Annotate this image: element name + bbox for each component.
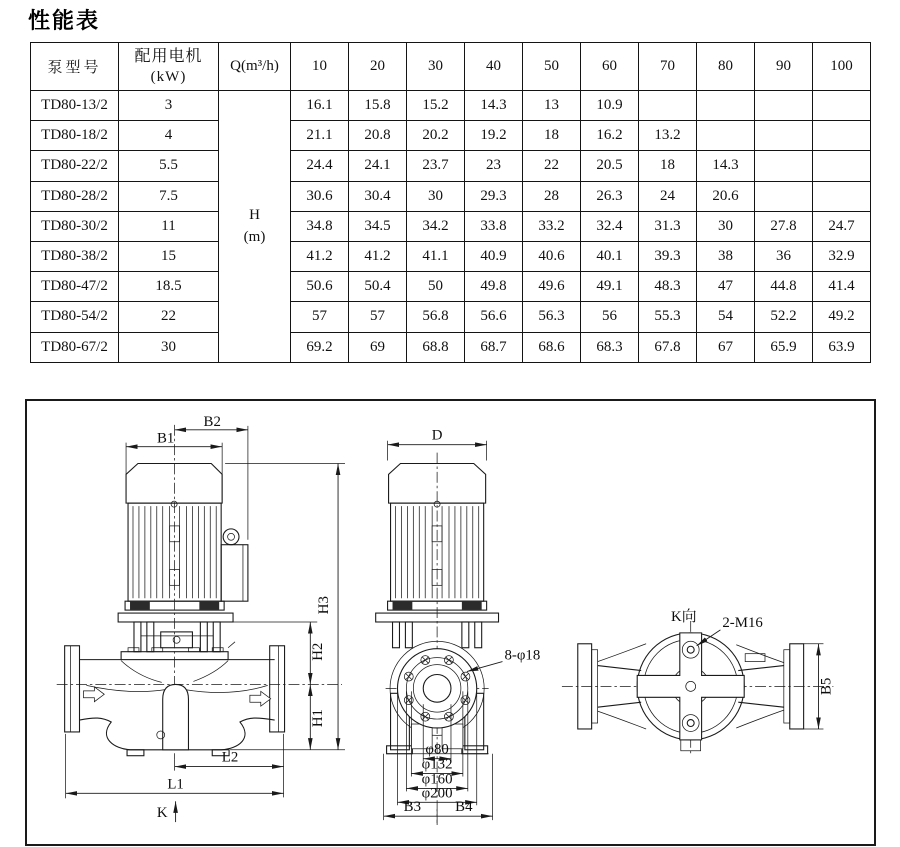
label-h1: H1: [310, 708, 327, 728]
model-cell: TD80-67/2: [31, 332, 119, 362]
label-d: D: [431, 427, 443, 444]
value-cell: 69.2: [291, 332, 349, 362]
model-cell: TD80-22/2: [31, 151, 119, 181]
value-cell: [813, 181, 871, 211]
value-cell: 34.8: [291, 211, 349, 241]
power-cell: 22: [119, 302, 219, 332]
table-row: [31, 302, 871, 332]
page-title: 性能表: [28, 9, 101, 34]
dimension-diagram: [25, 399, 876, 846]
value-cell: 41.4: [813, 272, 871, 302]
value-cell: 56.6: [465, 302, 523, 332]
power-cell: 3: [119, 91, 219, 121]
power-cell: 18.5: [119, 272, 219, 302]
label-k-view: K向: [670, 608, 697, 625]
table-row: [31, 211, 871, 241]
value-cell: 14.3: [465, 91, 523, 121]
model-cell: TD80-47/2: [31, 272, 119, 302]
value-cell: 55.3: [639, 302, 697, 332]
value-cell: 40.9: [465, 241, 523, 271]
value-cell: 41.2: [349, 241, 407, 271]
value-cell: 22: [523, 151, 581, 181]
col-header-q20: 20: [349, 43, 407, 91]
model-cell: TD80-18/2: [31, 121, 119, 151]
value-cell: [755, 91, 813, 121]
value-cell: 30: [697, 211, 755, 241]
value-cell: 56.3: [523, 302, 581, 332]
value-cell: 14.3: [697, 151, 755, 181]
label-b4: B4: [455, 799, 473, 816]
value-cell: 67: [697, 332, 755, 362]
label-bolt-flange: 8-φ18: [504, 647, 541, 664]
col-header-q40: 40: [465, 43, 523, 91]
value-cell: 30.6: [291, 181, 349, 211]
value-cell: 41.2: [291, 241, 349, 271]
col-header-q60: 60: [581, 43, 639, 91]
col-header-motor: [119, 43, 219, 91]
power-cell: 4: [119, 121, 219, 151]
value-cell: 18: [523, 121, 581, 151]
value-cell: 41.1: [407, 241, 465, 271]
value-cell: 16.2: [581, 121, 639, 151]
table-row: [31, 91, 871, 121]
label-b3: B3: [403, 799, 422, 816]
value-cell: 69: [349, 332, 407, 362]
flow-arrow: [83, 687, 104, 702]
value-cell: 16.1: [291, 91, 349, 121]
label-dia160: φ160: [421, 771, 453, 788]
value-cell: 23.7: [407, 151, 465, 181]
col-header-q30: 30: [407, 43, 465, 91]
value-cell: 52.2: [755, 302, 813, 332]
value-cell: 49.1: [581, 272, 639, 302]
value-cell: 13.2: [639, 121, 697, 151]
value-cell: 50.4: [349, 272, 407, 302]
col-header-q90: 90: [755, 43, 813, 91]
value-cell: [813, 91, 871, 121]
col-header-q50: 50: [523, 43, 581, 91]
value-cell: 33.2: [523, 211, 581, 241]
value-cell: 50.6: [291, 272, 349, 302]
power-cell: 5.5: [119, 151, 219, 181]
value-cell: 10.9: [581, 91, 639, 121]
label-dia80: φ80: [425, 741, 449, 758]
value-cell: 30: [407, 181, 465, 211]
value-cell: 23: [465, 151, 523, 181]
performance-table: [30, 42, 871, 363]
value-cell: 63.9: [813, 332, 871, 362]
table-row: [31, 332, 871, 362]
label-l2: L2: [221, 749, 239, 766]
value-cell: 65.9: [755, 332, 813, 362]
label-b2: B2: [203, 413, 221, 430]
value-cell: [813, 121, 871, 151]
value-cell: 68.8: [407, 332, 465, 362]
power-cell: 11: [119, 211, 219, 241]
value-cell: 20.8: [349, 121, 407, 151]
value-cell: 21.1: [291, 121, 349, 151]
value-cell: 20.2: [407, 121, 465, 151]
value-cell: 40.1: [581, 241, 639, 271]
value-cell: 68.7: [465, 332, 523, 362]
table-row: [31, 241, 871, 271]
value-cell: 33.8: [465, 211, 523, 241]
label-l1: L1: [167, 776, 184, 793]
value-cell: 13: [523, 91, 581, 121]
motor-header-line2: (kW): [150, 68, 187, 85]
value-cell: [755, 121, 813, 151]
value-cell: 49.6: [523, 272, 581, 302]
value-cell: 48.3: [639, 272, 697, 302]
label-h3: H3: [316, 596, 333, 615]
value-cell: 56: [581, 302, 639, 332]
label-bolt-top: 2-M16: [722, 614, 763, 631]
value-cell: 39.3: [639, 241, 697, 271]
value-cell: 34.5: [349, 211, 407, 241]
model-cell: TD80-13/2: [31, 91, 119, 121]
flow-arrow: [250, 691, 271, 706]
power-cell: 30: [119, 332, 219, 362]
head-unit-line1: H: [249, 207, 260, 224]
value-cell: 15.2: [407, 91, 465, 121]
value-cell: 24: [639, 181, 697, 211]
k-view: [562, 608, 834, 756]
motor-header-line1: 配用电机: [134, 47, 203, 65]
value-cell: 26.3: [581, 181, 639, 211]
value-cell: 24.7: [813, 211, 871, 241]
value-cell: 49.2: [813, 302, 871, 332]
value-cell: 44.8: [755, 272, 813, 302]
value-cell: [755, 151, 813, 181]
value-cell: 24.4: [291, 151, 349, 181]
label-h2: H2: [310, 642, 327, 661]
value-cell: 30.4: [349, 181, 407, 211]
value-cell: 54: [697, 302, 755, 332]
label-k: K: [156, 805, 168, 822]
value-cell: [813, 151, 871, 181]
model-cell: TD80-30/2: [31, 211, 119, 241]
label-dia200: φ200: [421, 785, 453, 802]
value-cell: 20.5: [581, 151, 639, 181]
model-cell: TD80-38/2: [31, 241, 119, 271]
head-unit-cell: [219, 91, 291, 363]
col-header-q80: 80: [697, 43, 755, 91]
value-cell: 32.4: [581, 211, 639, 241]
label-dia132: φ132: [421, 756, 453, 773]
value-cell: 40.6: [523, 241, 581, 271]
value-cell: [697, 91, 755, 121]
header-row: [31, 43, 871, 91]
power-cell: 15: [119, 241, 219, 271]
value-cell: 47: [697, 272, 755, 302]
value-cell: 27.8: [755, 211, 813, 241]
side-view: [57, 414, 345, 822]
value-cell: 24.1: [349, 151, 407, 181]
value-cell: 20.6: [697, 181, 755, 211]
value-cell: 68.6: [523, 332, 581, 362]
table-row: [31, 151, 871, 181]
value-cell: 67.8: [639, 332, 697, 362]
value-cell: [697, 121, 755, 151]
col-header-q100: 100: [813, 43, 871, 91]
table-row: [31, 181, 871, 211]
head-unit-line2: (m): [243, 229, 266, 246]
value-cell: 56.8: [407, 302, 465, 332]
value-cell: 15.8: [349, 91, 407, 121]
value-cell: 57: [349, 302, 407, 332]
col-header-q70: 70: [639, 43, 697, 91]
label-b5: B5: [818, 677, 835, 696]
value-cell: 34.2: [407, 211, 465, 241]
value-cell: 57: [291, 302, 349, 332]
value-cell: 29.3: [465, 181, 523, 211]
value-cell: 68.3: [581, 332, 639, 362]
table-row: [31, 121, 871, 151]
model-cell: TD80-54/2: [31, 302, 119, 332]
value-cell: 36: [755, 241, 813, 271]
model-cell: TD80-28/2: [31, 181, 119, 211]
value-cell: 49.8: [465, 272, 523, 302]
value-cell: 50: [407, 272, 465, 302]
label-b1: B1: [157, 430, 175, 447]
value-cell: 38: [697, 241, 755, 271]
power-cell: 7.5: [119, 181, 219, 211]
value-cell: 28: [523, 181, 581, 211]
value-cell: 18: [639, 151, 697, 181]
front-view: [376, 428, 541, 825]
value-cell: [755, 181, 813, 211]
value-cell: [639, 91, 697, 121]
value-cell: 31.3: [639, 211, 697, 241]
value-cell: 32.9: [813, 241, 871, 271]
col-header-flow: Q(m³/h): [219, 43, 291, 91]
value-cell: 19.2: [465, 121, 523, 151]
pump-drawing: [27, 401, 870, 840]
col-header-model: 泵型号: [31, 43, 119, 91]
table-row: [31, 272, 871, 302]
col-header-q10: 10: [291, 43, 349, 91]
